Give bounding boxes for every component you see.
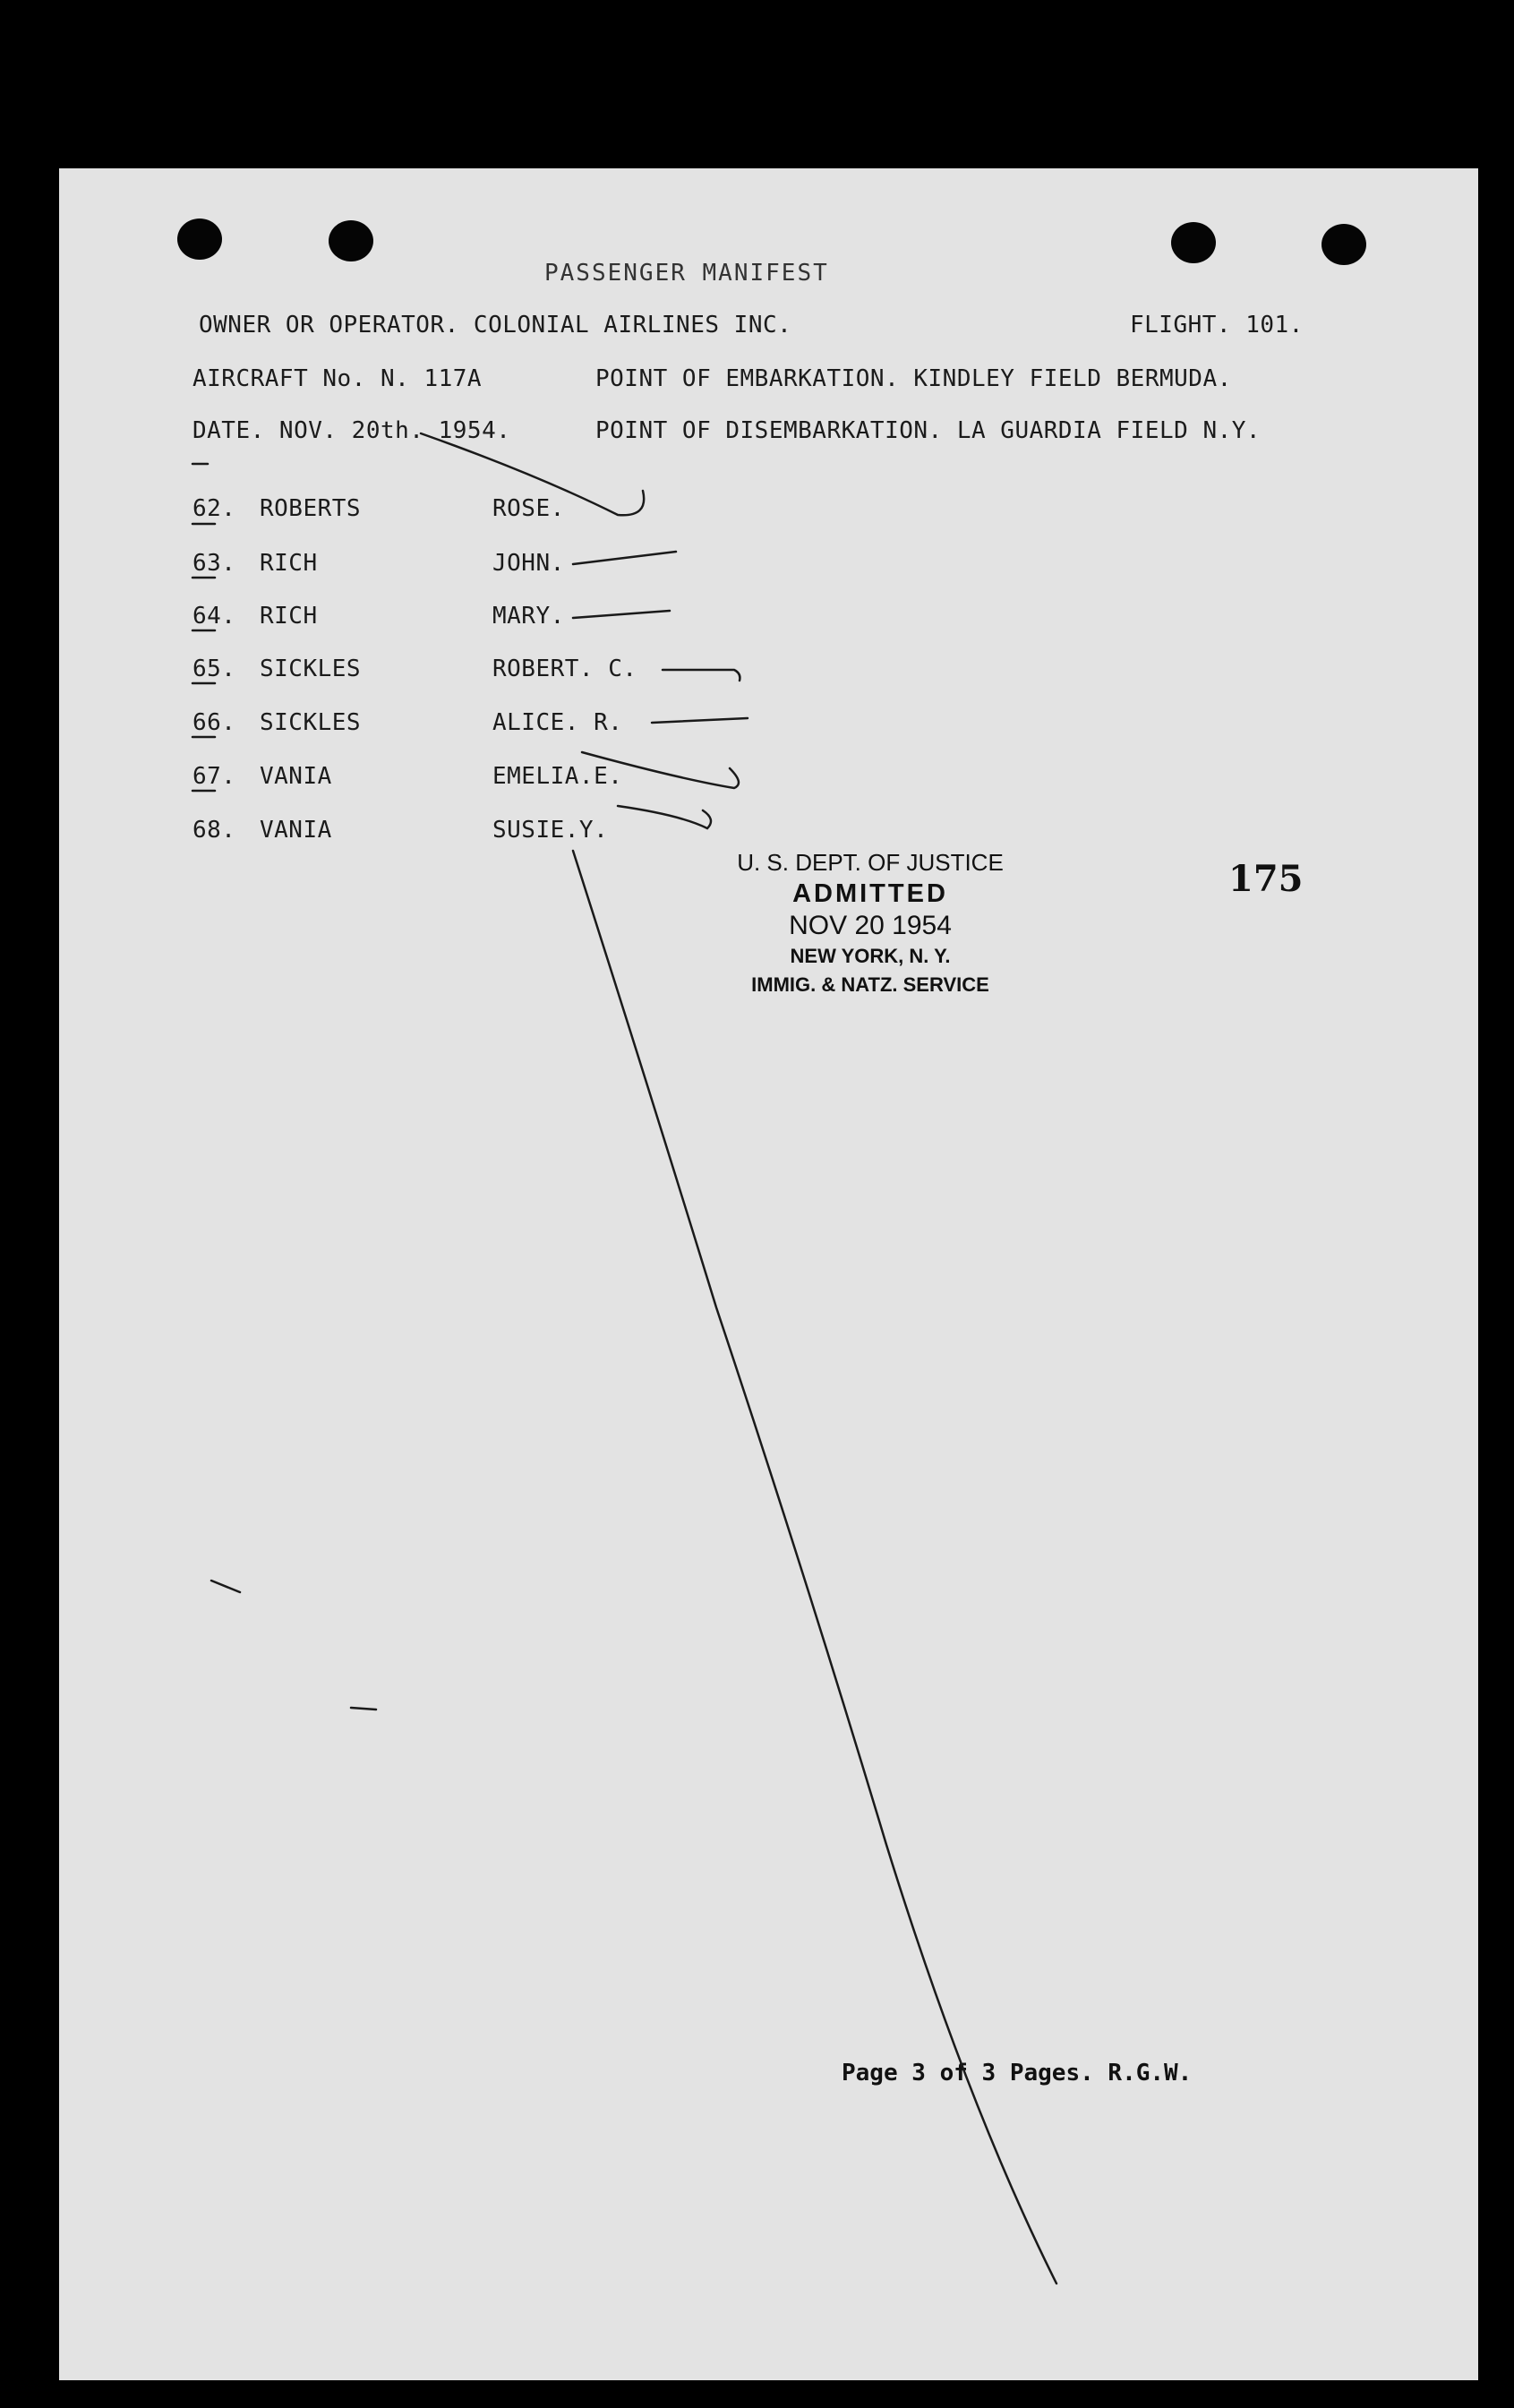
stray-mark (351, 1708, 376, 1710)
check-stroke (652, 718, 748, 723)
handwritten-page-number: 175 (1228, 858, 1304, 900)
passenger-last-name: SICKLES (260, 709, 362, 736)
stamp-date: NOV 20 1954 (789, 911, 952, 940)
point-of-disembarkation: POINT OF DISEMBARKATION. LA GUARDIA FIELD N.Y. (595, 417, 1262, 444)
passenger-number: 65. (192, 656, 236, 682)
manifest-date: DATE. NOV. 20th. 1954. (192, 417, 511, 444)
stamp-location: NEW YORK, N. Y. (790, 945, 951, 967)
passenger-first-name: EMELIA.E. (492, 763, 623, 790)
passenger-first-name: SUSIE.Y. (492, 817, 609, 844)
passenger-number: 67. (192, 763, 236, 790)
passenger-last-name: RICH (260, 550, 318, 577)
passenger-first-name: ALICE. R. (492, 709, 623, 736)
flight-number: FLIGHT. 101. (1130, 312, 1304, 338)
stamp-service: IMMIG. & NATZ. SERVICE (751, 973, 989, 996)
passenger-first-name: JOHN. (492, 550, 565, 577)
passenger-last-name: ROBERTS (260, 495, 362, 522)
passenger-last-name: SICKLES (260, 656, 362, 682)
point-of-embarkation: POINT OF EMBARKATION. KINDLEY FIELD BERMUDA. (595, 365, 1232, 392)
passenger-number: 63. (192, 550, 236, 577)
stray-mark (211, 1581, 240, 1592)
passenger-last-name: VANIA (260, 763, 332, 790)
stamp-admitted: ADMITTED (792, 879, 948, 908)
check-stroke (618, 806, 711, 828)
check-stroke (582, 752, 739, 788)
check-stroke (421, 433, 644, 515)
passenger-first-name: MARY. (492, 603, 565, 630)
passenger-last-name: RICH (260, 603, 318, 630)
passenger-number: 66. (192, 709, 236, 736)
check-stroke (573, 611, 670, 618)
passenger-number: 68. (192, 817, 236, 844)
check-stroke (663, 670, 740, 681)
passenger-first-name: ROSE. (492, 495, 565, 522)
passenger-number: 64. (192, 603, 236, 630)
check-stroke (573, 552, 676, 564)
aircraft-number: AIRCRAFT No. N. 117A (192, 365, 483, 392)
owner-operator-line: OWNER OR OPERATOR. COLONIAL AIRLINES INC. (199, 312, 792, 338)
long-pen-stroke (573, 851, 1056, 2284)
passenger-number: 62. (192, 495, 236, 522)
stamp-department: U. S. DEPT. OF JUSTICE (737, 849, 1004, 876)
passenger-first-name: ROBERT. C. (492, 656, 637, 682)
manifest-title: PASSENGER MANIFEST (544, 260, 829, 287)
page-footer: Page 3 of 3 Pages. R.G.W. (842, 2060, 1193, 2087)
passenger-last-name: VANIA (260, 817, 332, 844)
